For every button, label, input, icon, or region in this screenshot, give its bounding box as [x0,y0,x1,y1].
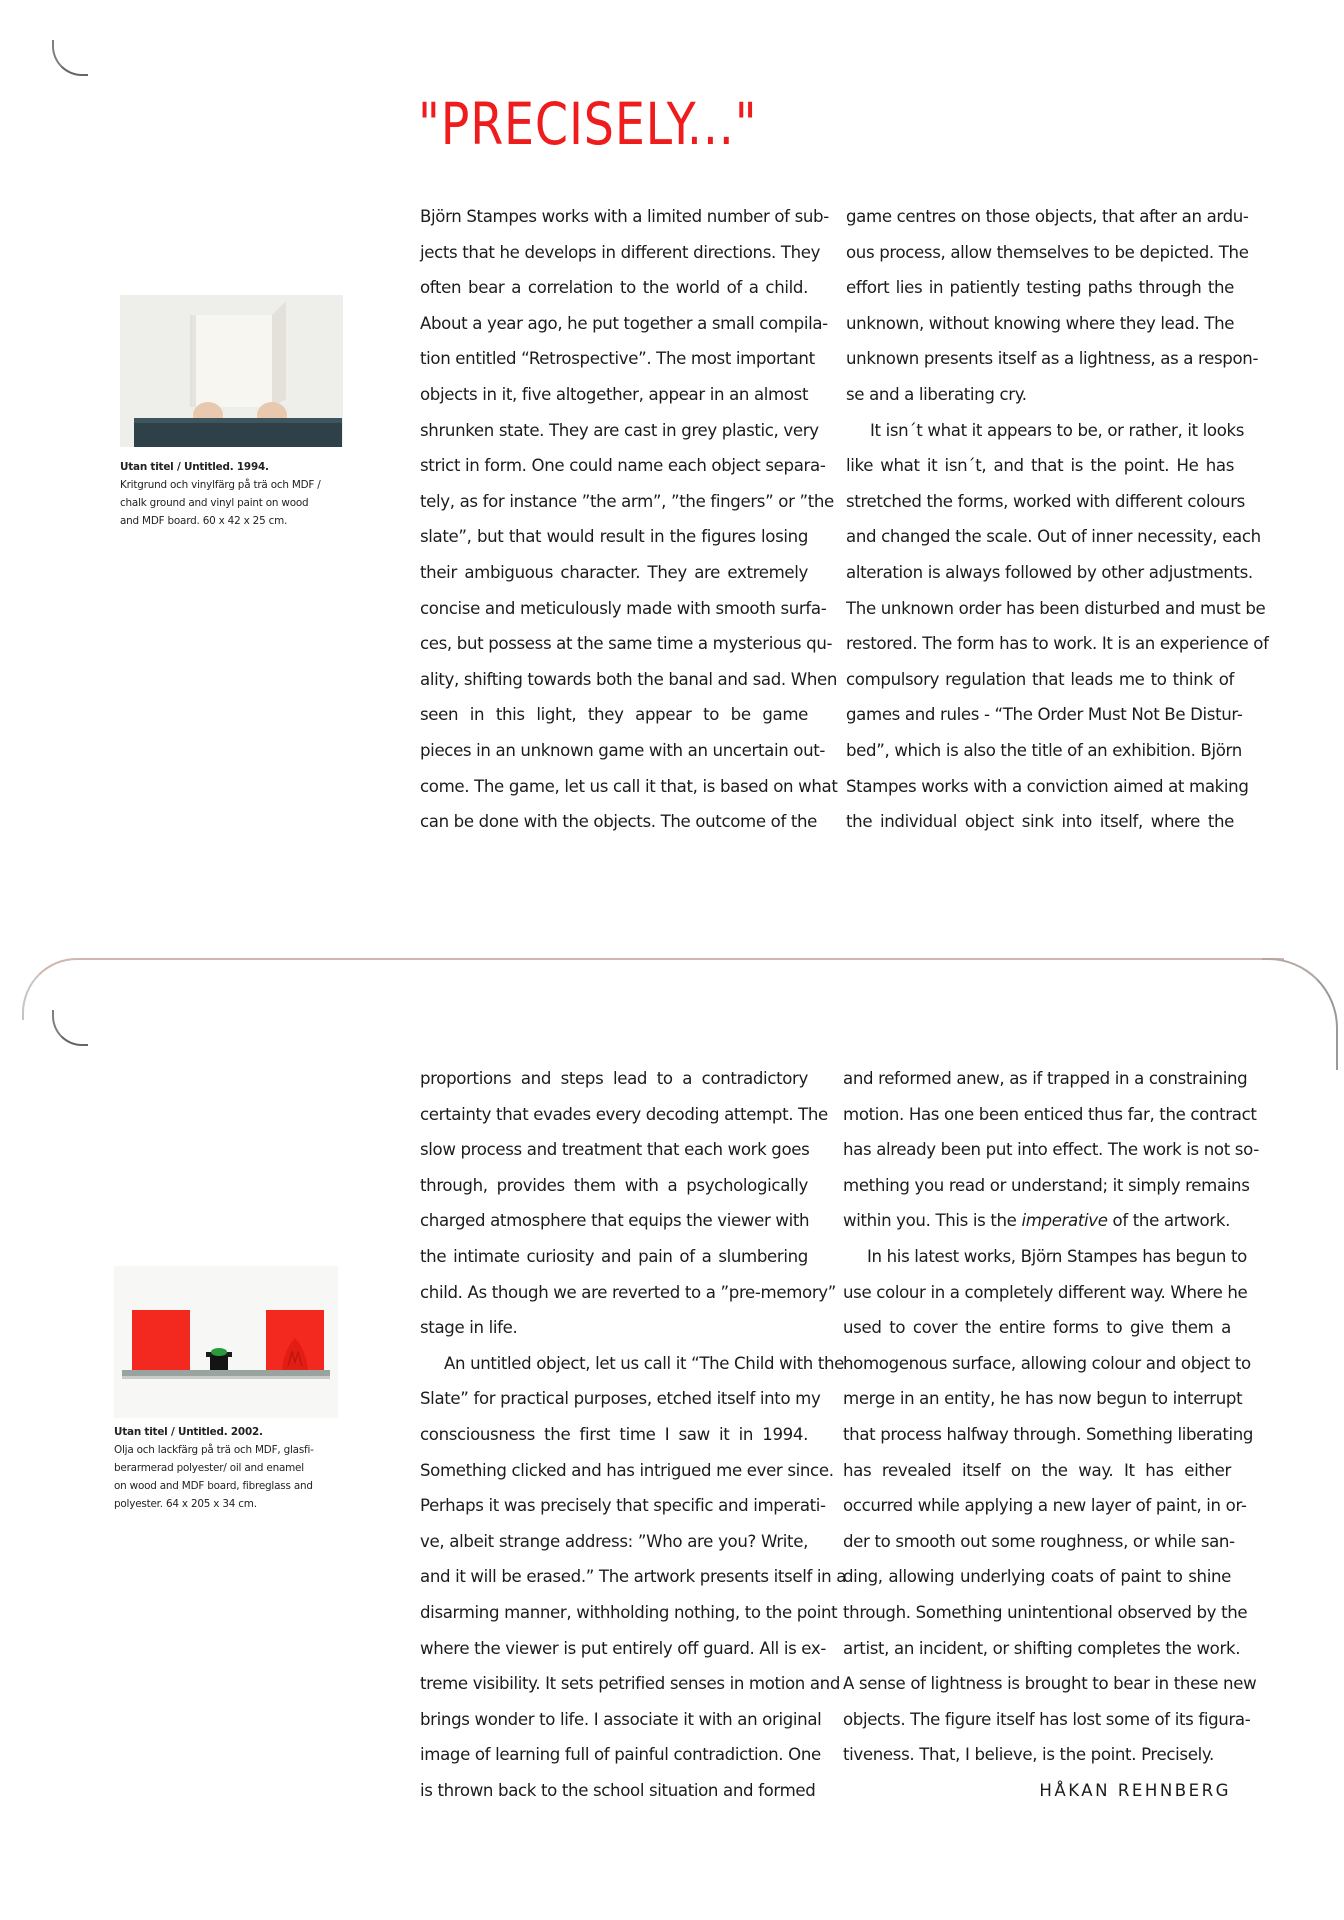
text-line: tiveness. That, I believe, is the point. Precisely. [843,1745,1214,1765]
text-line: ding, allowing underlying coats of paint to shine [843,1567,1231,1587]
text-line-with-emphasis [843,1203,1231,1239]
text-line: unknown presents itself as a lightness, as a respon- [846,349,1259,369]
text-line: is thrown back to the school situation and formed [420,1780,816,1800]
artwork-photo-2002 [114,1266,338,1418]
text-line: image of learning full of painful contradiction. One [420,1745,821,1765]
text-line: ality, shifting towards both the banal and sad. When [420,669,838,689]
text-line: through, provides them with a psychologically [420,1175,808,1195]
text-line: effort lies in patiently testing paths through the [846,278,1234,298]
text-line: used to cover the entire forms to give them a [843,1318,1231,1338]
text-line: like what it isn´t, and that is the point. He has [846,456,1234,476]
artwork-photo-1994 [120,295,343,447]
text-line: has revealed itself on the way. It has either [843,1460,1231,1480]
text-line: It isn´t what it appears to be, or rather, it looks [870,420,1245,440]
text-line: their ambiguous character. They are extremely [420,562,808,582]
caption-line: polyester. 64 x 205 x 34 cm. [114,1498,257,1510]
article-title: "PRECISELY..." [418,90,758,158]
text-line: In his latest works, Björn Stampes has begun to [867,1246,1247,1266]
text-line: Perhaps it was precisely that specific and imperati- [420,1496,826,1516]
article-column-bottom-left [420,1061,847,1808]
text-line: strict in form. One could name each object separa- [420,456,826,476]
text-line: and it will be erased.” The artwork presents itself in a [420,1567,847,1587]
text-line: charged atmosphere that equips the viewer with [420,1211,810,1231]
text-line: tion entitled “Retrospective”. The most important [420,349,815,369]
text-line: shrunken state. They are cast in grey plastic, very [420,420,819,440]
text-line: ces, but possess at the same time a mysterious qu- [420,634,833,654]
text-line: Stampes works with a conviction aimed at making [846,776,1249,796]
article-column-bottom-right [843,1061,1259,1808]
page-corner-curl-decoration [52,1010,88,1046]
text-line: se and a liberating cry. [846,384,1027,404]
text-line: mething you read or understand; it simply remains [843,1175,1250,1195]
text-line: the individual object sink into itself, where the [846,812,1234,832]
author-byline: HÅKAN REHNBERG [1039,1780,1231,1800]
caption-title: Utan titel / Untitled. 1994. [120,461,269,473]
page-divider-curve [1262,958,1338,1070]
text-line: slow process and treatment that each work goes [420,1140,810,1160]
text-line: Slate” for practical purposes, etched itself into my [420,1389,821,1409]
caption-line: on wood and MDF board, fibreglass and [114,1480,313,1492]
text-line: child. As though we are reverted to a ”pre-memory” [420,1282,837,1302]
text-line: where the viewer is put entirely off guard. All is ex- [420,1638,826,1658]
text-line: certainty that evades every decoding attempt. The [420,1104,828,1124]
text-line: restored. The form has to work. It is an experience of [846,634,1269,654]
text-line: often bear a correlation to the world of a child. [420,278,808,298]
text-line: der to smooth out some roughness, or while san- [843,1531,1235,1551]
text-line: The unknown order has been disturbed and must be [846,598,1266,618]
text-line: A sense of lightness is brought to bear in these new [843,1674,1257,1694]
text-line: homogenous surface, allowing colour and object to [843,1353,1251,1373]
caption-line: berarmerad polyester/ oil and enamel [114,1462,304,1474]
text-line: concise and meticulously made with smooth surfa- [420,598,827,618]
text-line: consciousness the first time I saw it in 1994. [420,1424,808,1444]
page-edge-curve-decoration [1300,0,1344,42]
text-line: pieces in an unknown game with an uncertain out- [420,740,826,760]
text-line: has already been put into effect. The work is not so- [843,1140,1259,1160]
text-line: game centres on those objects, that after an ardu- [846,207,1249,226]
page-divider-line [22,958,1284,1020]
emphasis-imperative: imperative [1021,1211,1108,1231]
caption-line: Kritgrund och vinylfärg på trä och MDF / [120,479,321,491]
article-column-top-left [420,199,838,840]
text-line: stage in life. [420,1318,518,1338]
text-line: that process halfway through. Something liberating [843,1424,1254,1444]
text-line: merge in an entity, he has now begun to interrupt [843,1389,1243,1409]
white-box-artwork-icon [120,295,343,447]
text-line: artist, an incident, or shifting completes the work. [843,1638,1241,1658]
text-line: bed”, which is also the title of an exhibition. Björn [846,740,1242,760]
caption-line: chalk ground and vinyl paint on wood [120,497,309,509]
text-line: ve, albeit strange address: ”Who are you? Write, [420,1531,808,1551]
text-line: tely, as for instance ”the arm”, ”the fingers” or ”the [420,491,834,511]
text-line: ous process, allow themselves to be depicted. The [846,242,1249,262]
text-line: About a year ago, he put together a small compila- [420,313,828,333]
text-line: alteration is always followed by other adjustments. [846,562,1253,582]
text-line: and changed the scale. Out of inner necessity, each [846,527,1261,547]
text-line: disarming manner, withholding nothing, to the point [420,1602,838,1622]
caption-title: Utan titel / Untitled. 2002. [114,1426,263,1438]
figure-caption-2002 [114,1423,354,1513]
text-line: stretched the forms, worked with different colours [846,491,1245,511]
text-line: the intimate curiosity and pain of a slumbering [420,1246,808,1266]
text-line: Björn Stampes works with a limited number of sub- [420,207,829,226]
text-line: and reformed anew, as if trapped in a constraining [843,1069,1248,1088]
text-fragment: of the artwork. [1107,1211,1231,1231]
text-line: treme visibility. It sets petrified senses in motion and [420,1674,841,1694]
text-line: come. The game, let us call it that, is based on what [420,776,838,796]
text-line: occurred while applying a new layer of paint, in or- [843,1496,1247,1516]
text-line: unknown, without knowing where they lead. The [846,313,1235,333]
text-line: Something clicked and has intrigued me ever since. [420,1460,834,1480]
page-corner-curl-decoration [52,40,88,76]
text-line: games and rules - “The Order Must Not Be Distur- [846,705,1243,725]
text-line: objects. The figure itself has lost some of its figura- [843,1709,1251,1729]
text-line: motion. Has one been enticed thus far, the contract [843,1104,1257,1124]
text-fragment: within you. This is the [843,1211,1022,1231]
text-line: brings wonder to life. I associate it with an original [420,1709,822,1729]
caption-line: Olja och lackfärg på trä och MDF, glasfi- [114,1444,314,1456]
text-line: seen in this light, they appear to be game [420,705,808,725]
text-line: compulsory regulation that leads me to think of [846,669,1234,689]
text-line: jects that he develops in different directions. They [420,242,821,262]
text-line: proportions and steps lead to a contradictory [420,1069,808,1088]
red-panels-artwork-icon [114,1266,338,1418]
text-line: slate”, but that would result in the figures losing [420,527,808,547]
article-column-top-right [846,199,1269,840]
text-line: use colour in a completely different way. Where he [843,1282,1248,1302]
figure-caption-1994 [120,458,360,530]
text-line: An untitled object, let us call it “The Child with the [444,1353,845,1373]
text-line: through. Something unintentional observed by the [843,1602,1248,1622]
text-line: can be done with the objects. The outcome of the [420,812,818,832]
text-line: objects in it, five altogether, appear in an almost [420,384,809,404]
caption-line: and MDF board. 60 x 42 x 25 cm. [120,515,288,527]
